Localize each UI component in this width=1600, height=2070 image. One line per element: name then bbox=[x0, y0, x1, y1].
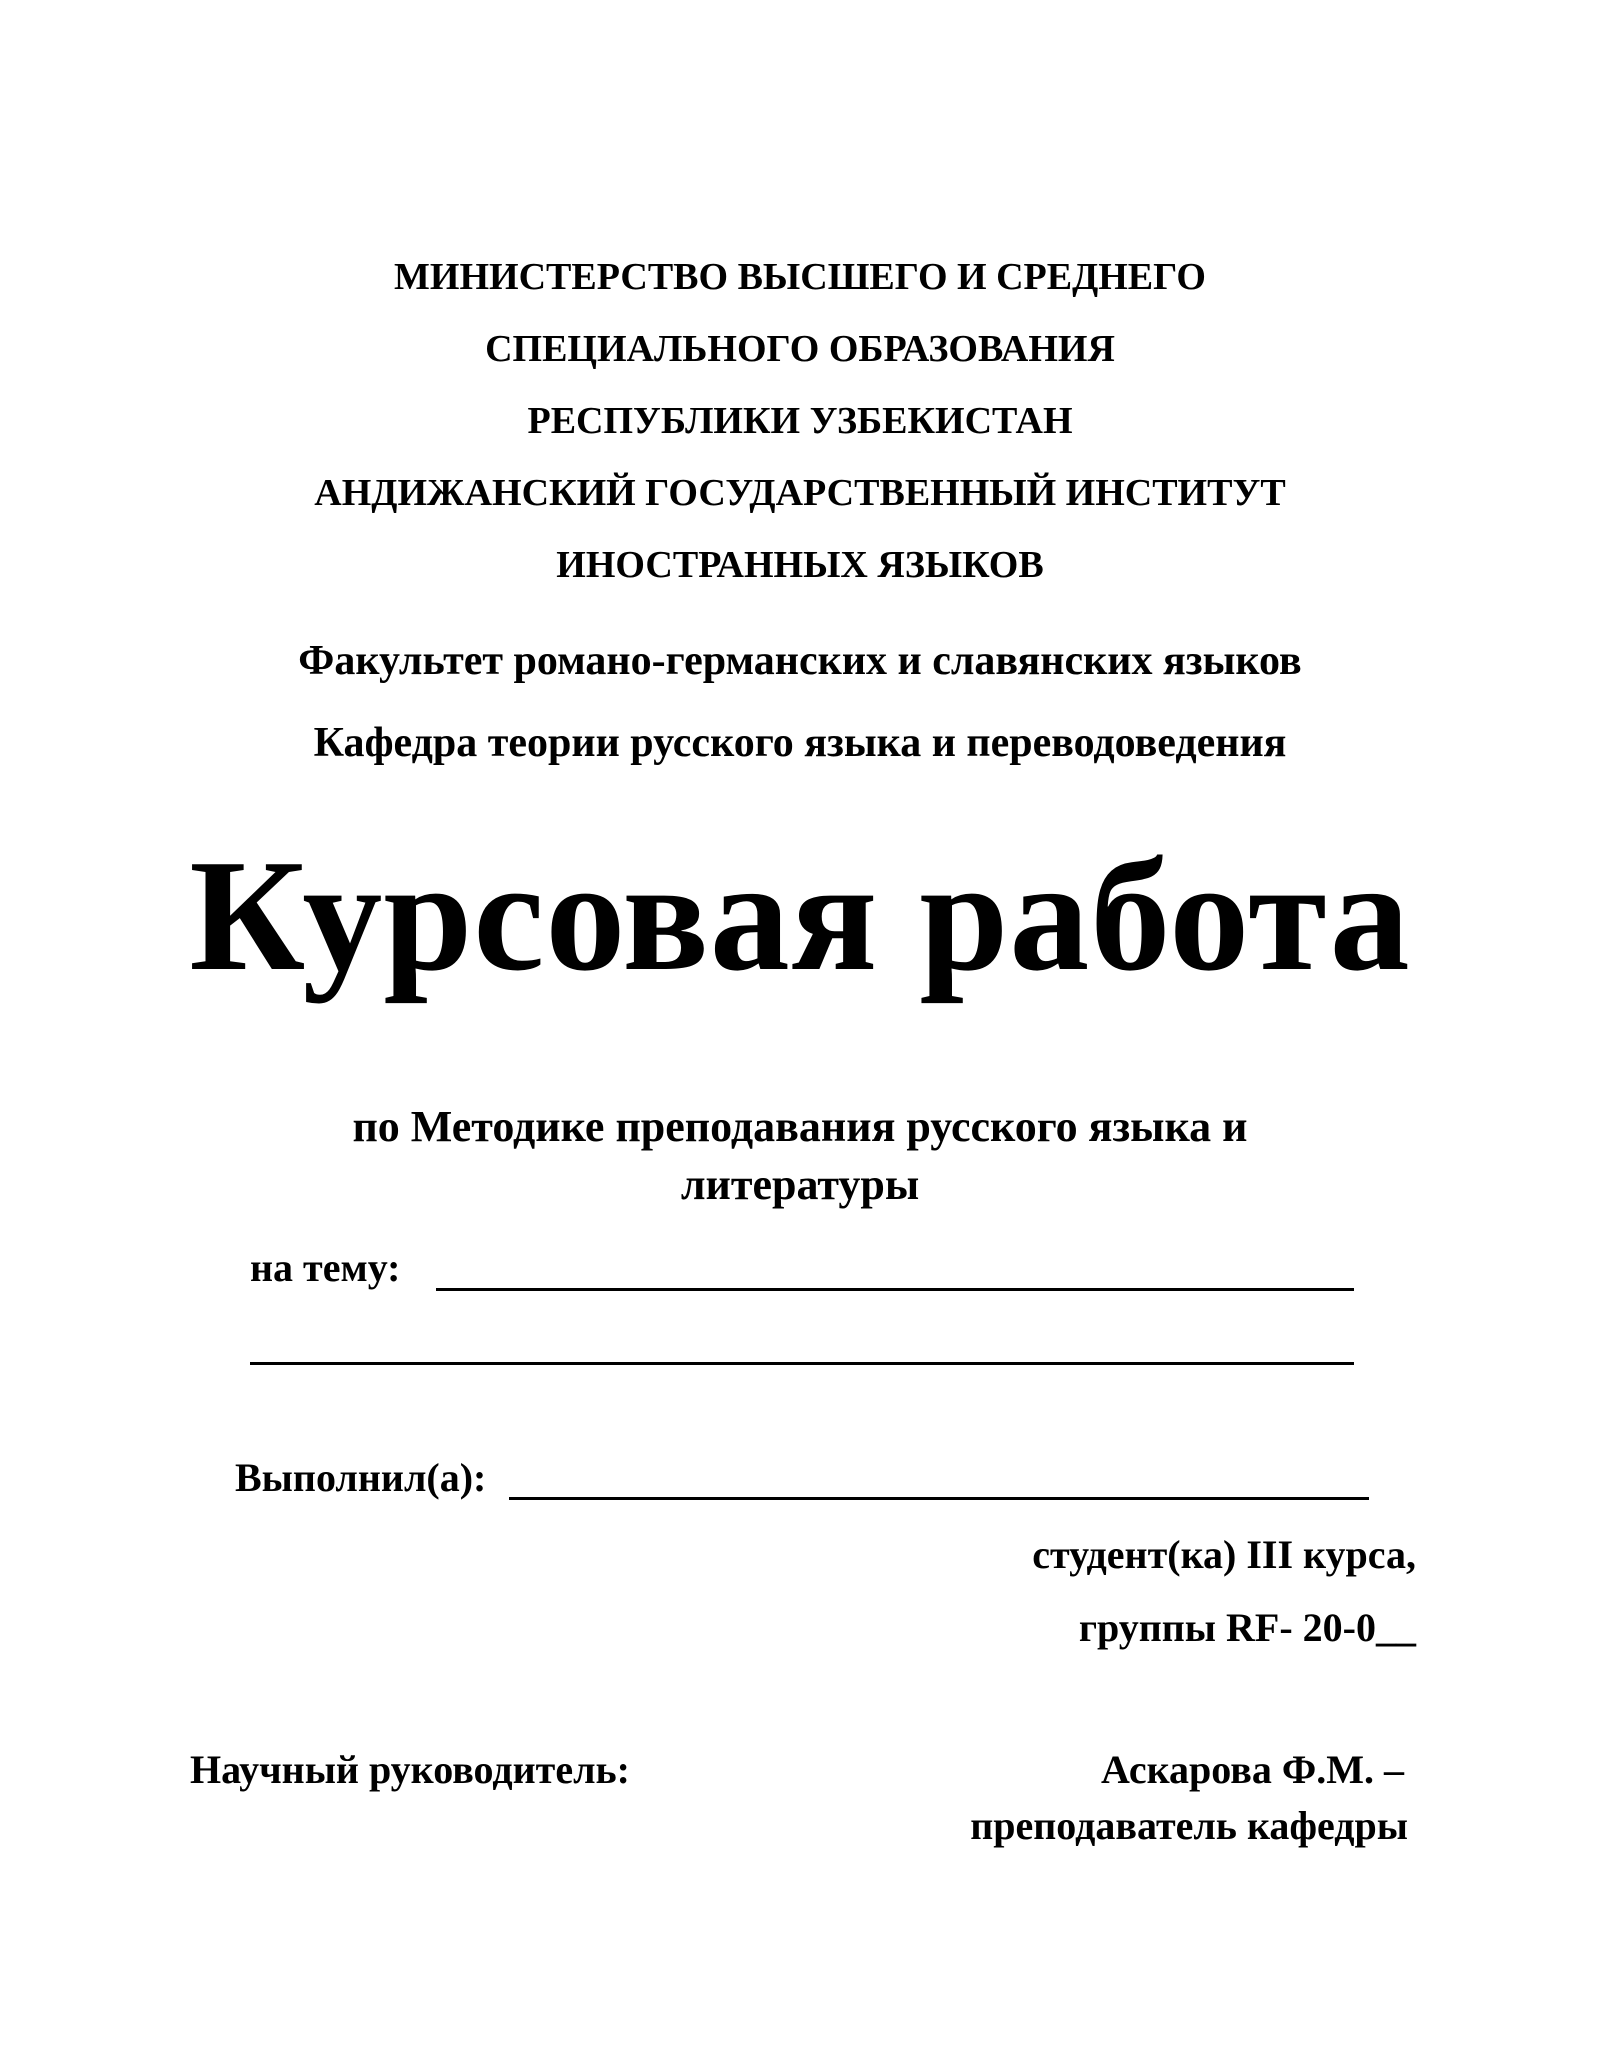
institute-line-2: ИНОСТРАННЫХ ЯЗЫКОВ bbox=[556, 544, 1044, 586]
topic-label: на тему: bbox=[250, 1245, 401, 1290]
subject-line-2: литературы bbox=[680, 1160, 920, 1209]
author-group: группы RF- 20-0__ bbox=[1078, 1605, 1416, 1650]
supervisor-name: Аскарова Ф.М. – bbox=[1100, 1747, 1404, 1792]
topic-underline-2 bbox=[250, 1362, 1354, 1365]
faculty-name: Факультет романо-германских и славянских языков bbox=[298, 638, 1302, 684]
ministry-line-1: МИНИСТЕРСТВО ВЫСШЕГО И СРЕДНЕГО bbox=[394, 256, 1206, 298]
author-row bbox=[235, 1455, 487, 1500]
supervisor-position: преподаватель кафедры bbox=[970, 1803, 1408, 1848]
author-course: студент(ка) III курса, bbox=[1032, 1532, 1416, 1577]
ministry-line-2: СПЕЦИАЛЬНОГО ОБРАЗОВАНИЯ bbox=[485, 328, 1115, 370]
supervisor-label: Научный руководитель: bbox=[190, 1747, 630, 1792]
document-title: Курсовая работа bbox=[189, 826, 1411, 1004]
author-underline bbox=[509, 1497, 1369, 1500]
department-name: Кафедра теории русского языка и переводоведения bbox=[313, 720, 1287, 766]
author-label: Выполнил(а): bbox=[235, 1455, 487, 1500]
ministry-line-3: РЕСПУБЛИКИ УЗБЕКИСТАН bbox=[527, 400, 1073, 442]
topic-underline-1 bbox=[436, 1288, 1354, 1291]
subject-line-1: по Методике преподавания русского языка и bbox=[352, 1102, 1248, 1151]
institute-line-1: АНДИЖАНСКИЙ ГОСУДАРСТВЕННЫЙ ИНСТИТУТ bbox=[314, 472, 1286, 514]
topic-row bbox=[250, 1245, 401, 1290]
